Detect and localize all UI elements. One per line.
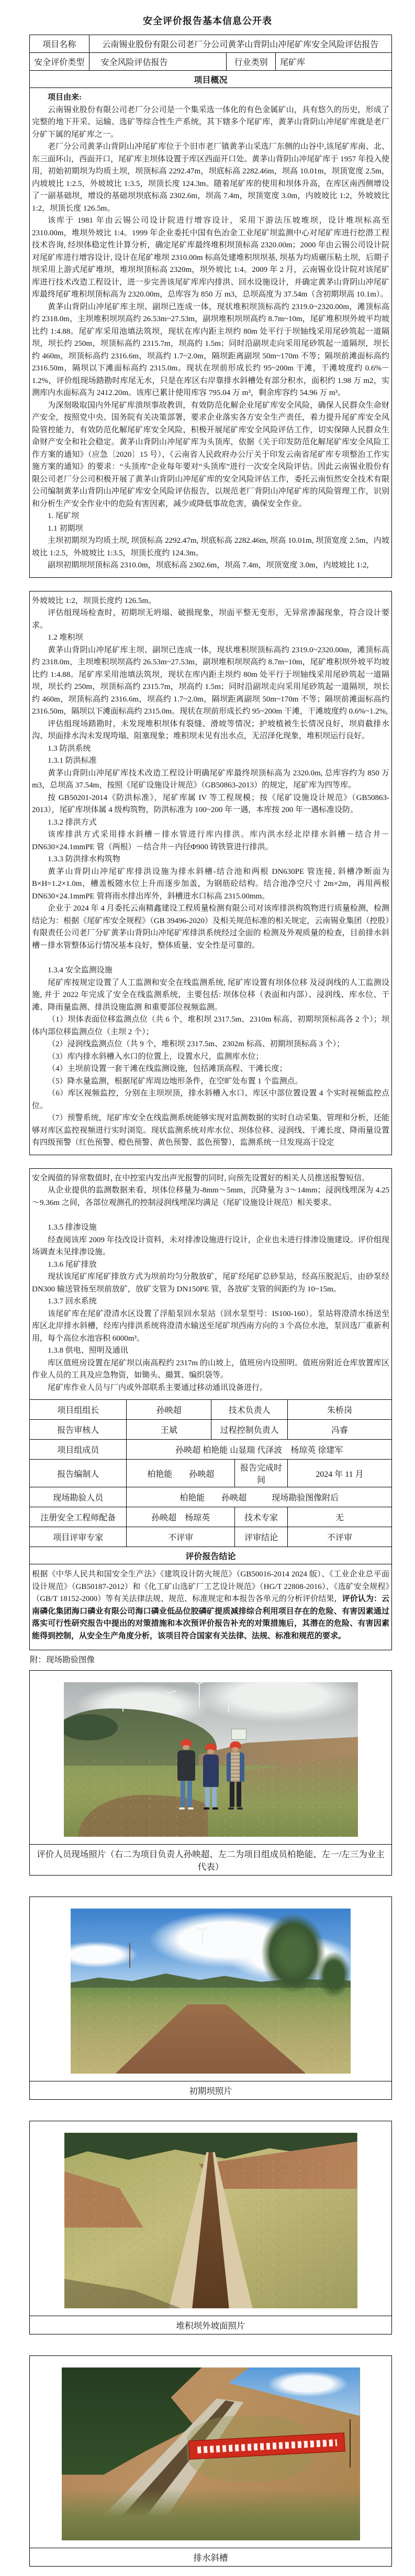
photo-caption-drainage-chute: 排水斜槽	[30, 2548, 391, 2566]
paragraph: （1）坝体表面位移监测点位（共 6 个，堆积坝 2317.5m、2310m 标高、初期坝顶标高各 2 个）；坝体内部位移监测点位（主坝 2 个）；	[32, 1015, 389, 1036]
paragraph: （3）库内排水斜槽入水口的位置上，设置水尺，监测库水位；	[48, 1052, 264, 1061]
paragraph: 黄茅山背阴山冲尾矿库技术改造工程设计明确尾矿库最终坝顶标高为 2320.0m, 总库容约为 850 万 m3，总坝高 37.54m，按照《尾矿设施设计规范》（GB50863-2013）的规定，尾矿库为四等库。	[32, 769, 389, 790]
safety-engineer-value: 孙映超 杨琼英	[126, 1507, 234, 1527]
tech-lead-value: 朱桥岗	[287, 1400, 391, 1419]
paragraph: 从企业提供的监测数据来看，坝体位移量为-8mm～5mm，沉降量为 3～14mm；浸润线埋深为 4.25～9.36m 之间，各部位观测孔的控制浸润线埋深均满足（尾矿设施设计规范）相关要求。	[32, 1186, 389, 1207]
paragraph: 1.3.3 防洪排水构筑物	[48, 855, 120, 863]
paragraph: 1.2 堆积坝	[48, 633, 83, 642]
photo-wrap-1	[30, 1671, 391, 1844]
cloud-shape	[71, 1942, 138, 1968]
people-group	[177, 1739, 244, 1810]
paragraph: 外坡坡比 1:2，坝顶长度约 126.5m。	[32, 596, 156, 605]
wind-turbine-icon	[170, 1693, 171, 1711]
banner-pole-shape	[350, 2419, 351, 2468]
tree-shape	[261, 1913, 326, 1992]
personnel-row-3	[30, 1439, 391, 1459]
paragraph: 老厂分公司黄茅山背阴山冲尾矿库位于个旧市老厂镇黄茅山采选厂东侧的山谷中,该尾矿库南、北、东三面环山，西面开口，尾矿库主坝体设置于库区西面开口处。黄茅山背阴山冲尾矿库于 1957 年投入使用，初始初期坝为均质土坝，坝顶标高 2292.47m，坝底标高 2282.46m，坝高 10.01m，坝顶宽度 2.5m，内坡坡比 1:2.5，外坡坡比 1:3.5，坝顶长度 124.3m。随着尾矿库的使用和坝体升高，在库区南西侧增设了一副基础坝，增设的基础坝坝底标高 2302.6m，坝高 7.4m，坝顶宽度 3.0m，内坡坡比 1:2，外坡坡比 1:2，坝顶长度 126.5m。	[32, 142, 389, 213]
initial-dam-photo-image	[71, 1909, 351, 2074]
photo-frame-initial-dam	[29, 1897, 392, 2100]
industry-label: 行业类别	[226, 53, 275, 70]
face-shape	[232, 1747, 239, 1752]
personnel-row-5	[30, 1487, 391, 1507]
paragraph: 为深刻吸取国内外尾矿库溃坝事故教训，有效防范化解企业尾矿库安全风险，确保人民群众生命财产安全，按照党中央、国务院有关决策部署，要求企业落实各方安全生产责任，着力提升尾矿库安全风险管控能力，有效防范化解尾矿库安全风险，积极开展尾矿库安全风险评估工作，切实保障人民群众生命财产安全和社会稳定。黄茅山背阴山冲尾矿库为头顶库，依据《关于印发防范化解尾矿库安全风险工作方案的通知》（应急〔2020〕15 号）、《云南省人民政府办公厅关于印发云南省尾矿库专项整治工作实施方案的通知》的要求：“头顶库”企业每年要对“头顶库”进行一次安全风险评估。因此云南锡业股份有限公司老厂分公司积极开展了黄茅山背阴山冲尾矿库的安全风险评估工作，委托云南恒然安全技术有限公司编制黄茅山背阴山冲尾矿库安全风险评估报告，以规范老厂背阴山冲尾矿库的风险管理工作，识别和分析生产安全作业中的危险有害因素，减少或降低事故危害，确保安全作业。	[32, 401, 389, 508]
report-date-label: 报告完成时间	[234, 1460, 287, 1487]
team-leader-label: 项目组组长	[57, 1406, 99, 1415]
main-table-page3	[29, 1168, 392, 1651]
team-members-label: 项目组成员	[57, 1446, 99, 1455]
legs-shape	[205, 1787, 217, 1807]
cloud-shape	[193, 1682, 358, 1723]
paragraph: 按 GB50201-2014《防洪标准》，尾矿库属 IV 等工程规模；按《尾矿设施设计规范》（GB50863-2013），尾矿库坝体属 4 级构筑物，防洪标准为 100~200 年一遇，本库按 200 年一遇标准设防。	[32, 793, 389, 814]
outer-slope-photo-image	[64, 2133, 357, 2308]
paragraph: 现状该尾矿库尾矿排放方式为坝前均匀分散放矿，尾矿经尾矿总砂泵站，经高压脱泥后，由砂泵经 DN300 输送管扬至坝前放矿，放矿支管为 DN150PE 管，各放矿支管的间距约为 10~15m。	[32, 1273, 389, 1294]
eval-type-row	[30, 53, 391, 71]
torso-shape	[227, 1752, 244, 1782]
paragraph: 该库排洪方式采用排水斜槽－排水管进行库内排洪。库内洪水经北岸排水斜槽－结合井－DN630×24.1mmPE 管（两根）－结合井－内径Φ900 铸铁管进行排洪。	[32, 830, 389, 851]
paragraph: 尾矿库按规定设置了人工监测和安全在线监测系统, 尾矿库设置有坝体位移 及浸润线的人工监测设施, 并于 2022 年完成了安全在线监测系统，主要包括: 坝体位移（表面和内部）、浸润线、库水位、干滩、降雨量监测、排洪设施监测 和重要部位视频监测。	[32, 978, 389, 1012]
grass-texture	[62, 2489, 360, 2540]
site-survey-label: 现场勘验人员	[53, 1494, 104, 1503]
photo-frame-drainage-chute	[29, 2355, 392, 2567]
paragraph: （5）降水量监测，根据尾矿库周边地形条件，在空旷处布置 1 个监测点。	[48, 1077, 303, 1086]
paragraph: 1.1 初期坝	[48, 524, 83, 533]
paragraph: 黄茅山背阴山冲尾矿库主坝、副坝已连成一体，现状堆积坝顶标高约 2319.0~2320.00m，滩顶标高约 2318.0m，主坝堆积坝坝高约 26.53m~27.53m，副坝堆积坝坝高约 8.7m~10m，尾矿堆积坝外坡平均坡比约 1:4.88。尾矿库采用池填法筑坝，现状在库内距主坝约 80m 处平行于坝轴线采用尾砂筑起一道隔坝，坝长约 250m，坝顶标高约 2315.7m，坝高约 1.5m；同时沿副坝走向采用尾砂筑起一道隔坝，坝长约 460m，坝顶标高约 2316.6m，坝高约 1.7~2.0m，隔坝距离副坝 50m~170m 不等；隔坝前滩面标高约 2316.50m，隔坝以下滩面标高约 2315.0m。现状在坝前形成长约 95~200m 干滩，干滩坡度约 0.6%~1.2%,	[32, 645, 389, 716]
team-members-value: 孙映超 柏艳能 山显瑞 代泽波 杨琼英 徐建军	[126, 1440, 391, 1459]
paragraph: 经查阅该库 2009 年技改设计资料，未对排渗设施进行设计，企业也未进行排渗设施建设。评价组现场调查未见排渗设施。	[32, 1235, 389, 1256]
blank-line	[32, 952, 389, 964]
wind-turbine-icon	[228, 1699, 229, 1713]
tech-expert-label: 技术专家	[234, 1507, 287, 1527]
conclusion-bold: 评价认为：云南磷化集团海口磷业有限公司海口磷业低品位胶磷矿提质减排综合利用项目存在的危险、有害因素通过落实可行性研究报告中提出的对策措施和本次预评价报告补充的对策措施后，其潜在的危险、有害因素能得到控制，从安全生产角度分析，该项目符合国家有关法律、法规、标准和规范的要求。	[32, 1595, 389, 1640]
team-leader-value: 孙映超	[126, 1400, 211, 1419]
overview-text-block-1	[30, 88, 391, 577]
photo-frame-group	[29, 1670, 392, 1876]
paragraph: 1.3.8 供电、照明及通讯	[48, 1346, 128, 1355]
shoes-shape	[228, 1807, 243, 1810]
paragraph: 黄茅山背阴山冲尾矿库排洪设施为排水斜槽-结合池和两根 DN630PE 管连接, 斜槽净断面为 B×H=1.2×1.0m，槽盖板随水位上升而逐步加盖，为钢筋砼结构。结合池净空尺寸 2m×2m，再用两根 DN630×24.1mmPE 管将雨水排出库外，斜槽进水口标高 2315.00mm。	[32, 867, 389, 901]
review-expert-value: 不评审	[126, 1527, 234, 1547]
personnel-row-7	[30, 1527, 391, 1547]
paragraph: 1.3 防洪系统	[48, 744, 91, 753]
safety-engineer-label: 注册安全工程师配备	[40, 1514, 116, 1522]
paragraph: （2）浸润线监测点位（共 9 个，堆积坝 2317.5m、2302m 标高、初期坝顶标高 3 个）；	[48, 1040, 345, 1048]
overview-text-block-3	[30, 1169, 391, 1400]
personnel-row-6	[30, 1507, 391, 1527]
blank-line	[32, 1209, 389, 1222]
paragraph: 安全阀值的异常数值时, 在中控室内发出声光报警的同时, 向预先设置好的相关人员推送报警短信。	[32, 1174, 370, 1182]
paragraph: 库区值班房设置在尾矿坝以南高程约 2317m 的山坡上，值班房内设照明。值班房附近仓库放置库区作业人员的工具及应急物资，如锄头、撮箕、编织袋等。	[32, 1358, 389, 1379]
personnel-row-4	[30, 1459, 391, 1487]
report-author-value: 柏艳能 孙映超	[126, 1460, 234, 1487]
wind-turbine-icon	[199, 1684, 200, 1708]
legs-shape	[230, 1782, 241, 1807]
personnel-row-2	[30, 1419, 391, 1439]
face-shape	[183, 1745, 189, 1750]
wind-turbine-icon	[122, 1702, 124, 1712]
process-control-label: 过程控制负责人	[211, 1420, 287, 1439]
shoes-shape	[204, 1807, 218, 1810]
person-bai-yanneng	[203, 1744, 219, 1810]
paragraph: 黄茅山背阴山冲尾矿库主坝、副坝已连成一体，现状堆积坝顶标高约 2319.0~2320.00m，滩顶标高约 2318.0m，主坝堆积坝坝高约 26.53m~27.53m，副坝堆积坝坝高约 8.7m~10m，尾矿堆积坝外坡平均坡比约 1:4.88。尾矿库采用池填法筑坝，现状在库内距主坝约 80m 处平行于坝轴线采用尾砂筑起一道隔坝，坝长约 250m，坝顶标高约 2315.7m，坝高约 1.5m；同时沿副坝走向采用尾砂筑起一道隔坝，坝长约 460m，坝顶标高约 2316.6m，坝高约 1.7~2.0m，隔坝距离副坝 50m~170m 不等；隔坝前滩面标高约 2316.50m，隔坝以下滩面标高约 2315.0m。现状在坝前形成长约 95~200m 干滩，干滩坡度约 0.6%－1.2%，评价组现场踏勘时库尾无水，只是在库区右岸靠排水斜槽处有部分积水，面积约 1.98 万 m2，实测库内水面标高为 2412.20m。该库已累计使用库容 795.04 万 m³，剩余库容约 54.96 万 m³。	[32, 302, 389, 397]
photo-wrap-2	[30, 1897, 391, 2081]
torso-shape	[203, 1755, 219, 1787]
page-title: 安全评价报告基本信息公开表	[143, 16, 272, 26]
overview-text-block-2	[30, 591, 391, 1155]
face-shape	[207, 1749, 214, 1754]
tech-lead-label: 技术负责人	[211, 1400, 287, 1419]
drainage-chute-photo-image	[62, 2367, 360, 2540]
overview-section-header: 项目概况	[30, 71, 391, 88]
paragraph: 主坝初期坝为均质土坝, 坝顶标高 2292.47m, 坝底标高 2282.46m, 坝高 10.01m, 坝顶宽度 2.5m，内坡坡比 1:2.5，外坡坡比 1:3.5，坝顶长度约 124.3m。	[32, 536, 389, 557]
paragraph: 该尾矿库在尾矿澄清水区设置了浮船泵回水泵站（回水泵型号：IS100-160）。泵站将澄清水扬送至库区北岸排水斜槽，经库内排洪系统将澄清水输送至尾矿坝西南方向的 3 个高位水池，泵回选厂重新利用，每个高位水池容积 6000m³。	[32, 1309, 389, 1343]
paragraph: （4）主坝前设置一套干滩在线监测设施，包括滩顶高程、干滩长度；	[48, 1065, 287, 1073]
photo-wrap-4	[30, 2356, 391, 2548]
report-author-label: 报告编制人	[57, 1470, 99, 1479]
wind-turbine-icon	[202, 1930, 203, 1946]
process-control-value: 冯睿	[287, 1420, 391, 1439]
page-break-gap-2	[0, 1155, 415, 1168]
personnel-row-1	[30, 1399, 391, 1419]
main-table-page1	[29, 35, 392, 578]
field-signboard	[231, 1729, 246, 1740]
photo-caption-initial-dam: 初期坝照片	[30, 2081, 391, 2099]
paragraph: 云南锡业股份有限公司老厂分公司是一个集采选一体化的有色金属矿山，具有悠久的历史，形成了完整的地下开采、运输、选矿等综合性生产系统，其下辖多个尾矿库，黄茅山背阴山冲尾矿库就是老厂分矿下属的尾矿库之一。	[32, 105, 389, 139]
paragraph: （7）预警系统，尾矿库安全在线监测系统能够实现对监测数据的实时自动采集、管理和分析，还能够对库区监控视频进行实时浏览。现状监测系统对库水位、坝体位移、浸润线、干滩长度、降雨量设置有四级预警（红色预警、橙色预警、黄色预警、蓝色预警），监测系统一旦发现高于设定	[32, 1114, 389, 1147]
paragraph: 1.3.7 回水系统	[48, 1297, 97, 1306]
shoes-shape	[179, 1807, 194, 1810]
legs-shape	[181, 1781, 192, 1807]
report-reviewer-label: 报告审核人	[57, 1426, 99, 1435]
conclusion-normal: 根据《中华人民共和国安全生产法》《建筑设计防火规范》（GB50016-2014 2024 版）、《工业企业总平面设计规范》（GB50187-2012）和《化工矿山选矿厂工艺设计规范》（HG/T 22808-2016）、《选矿安全规程》（GB/T 18152-2000）等有关法律法规、规范、标准规定和本报告各单元的分析评价结果，	[32, 1570, 389, 1603]
paragraph: 尾矿库作业人员与厂内或外部联系主要通过移动通讯设备进行。	[48, 1383, 268, 1392]
bottom-margin	[0, 2567, 415, 2576]
paragraph: 评估组现场检查时，初期坝无坍塌、破损现象，坝面平整无变形，无异常渗漏现象，符合设计要求。	[32, 609, 389, 630]
review-expert-label: 项目评审专家	[53, 1533, 104, 1542]
torso-shape	[177, 1750, 195, 1781]
paragraph: 1.3.2 排洪方式	[48, 818, 97, 827]
photo-caption-group: 评价人员现场照片（右二为项目负责人孙映超、左二为项目组成员柏艳能、左一/左三为业主代表）	[30, 1844, 391, 1875]
paragraph: 评估组现场踏勘时，未发现堆积坝体有裂缝、滑坡等情况；护坡植被生长情况良好，坝肩截排水沟、坝面排水沟未发现垮塌、阻塞现象；堆积坝未见有出水点，无沼泽化现象，堆积坝运行良好。	[32, 719, 389, 740]
utility-pole-shape	[129, 1943, 130, 1968]
paragraph: 1.3.6 尾矿排放	[48, 1260, 97, 1269]
site-survey-value: 柏艳能 孙映超 现场勘验图像附后	[126, 1487, 391, 1507]
industry-value: 尾矿库	[275, 53, 391, 70]
group-photo-image	[64, 1682, 358, 1837]
paragraph: 该库于 1981 年由云锡公司设计院进行增容设计，采用下游法压坡堆坝，设计堆坝标高至 2310.00m，堆坝外坡比 1:4。1999 年企业委托中国有色冶金工业尾矿坝监测中心对尾矿库进行挖潜工程技术咨询, 经坝体稳定性计算分析，确定尾矿库最终堆积坝顶标高 2320.00m；2000 年由云锡公司设计院对尾矿库进行增容设计, 设计在尾矿堆坝 2310.00m 标高处建堆积坝坝基, 坝基为均质碾压粘土坝，后期子坝采用上游式尾矿堆坝，堆坝坝顶标高 2320m，坝外坡比 1:4。2009 年 2 月，云南锡业设计院对该尾矿库进行技术改造工程设计，进一步完善该尾矿库库内排洪、回水设施设计，并确定黄茅山背阴山冲尾矿库最终尾矿堆积坝顶标高为 2320.00m，总库容为 850 万 m3，总坝高度为 37.54m（含初期坝高 10.1m）。	[32, 216, 389, 299]
photo-caption-outer-slope: 堆积坝外坡面照片	[30, 2316, 391, 2334]
project-name-label: 项目名称	[42, 40, 76, 49]
project-name-row	[30, 35, 391, 53]
project-name-value: 云南锡业股份有限公司老厂分公司黄茅山背阴山冲尾矿库安全风险评估报告	[89, 35, 391, 52]
report-reviewer-value: 王斌	[126, 1420, 211, 1439]
person-owner-rep-left	[177, 1739, 195, 1810]
cloud-shape	[267, 2371, 348, 2397]
conclusion-header: 评价报告结论	[30, 1547, 391, 1564]
review-result-value: 不评审	[287, 1527, 391, 1547]
paragraph: 1.3.1 防洪标准	[48, 757, 97, 765]
eval-type-value: 安全风险评估报告	[89, 53, 227, 70]
photo-wrap-3	[30, 2121, 391, 2316]
main-table-page2	[29, 591, 392, 1155]
eval-type-label: 安全评价类型	[34, 58, 85, 67]
paragraph: 1. 尾矿坝	[48, 512, 80, 520]
paragraph: 项目由来:	[48, 93, 82, 102]
review-result-label: 评审结论	[234, 1527, 287, 1547]
attachment-label: 附：现场勘验图像	[30, 1656, 95, 1664]
person-sun-yingchao	[227, 1741, 244, 1810]
page-break-gap-1	[0, 578, 415, 591]
conclusion-text	[30, 1564, 391, 1650]
tech-expert-value: 无	[287, 1507, 391, 1527]
paragraph: 1.3.5 排渗设施	[48, 1223, 97, 1232]
paragraph: 企业于 2024 年 4 月委托云南精鑫建设工程质量检测有限公司对该库排洪构筑物进行质量检测，检测结论为：根据《尾矿库安全规程》（GB 39496-2020）及相关规范标准的相关规定，云南锡业集团（控股）有限责任公司老厂分矿黄茅山背阴山冲尾矿库排洪系统经过全面的 检测及外观质量的检查，目前排水斜槽－排水管整体运行情况基本良好，整体质量、安全性是可靠的。	[32, 904, 389, 950]
paragraph: 副坝初期坝坝顶标高 2310.0m，坝底标高 2302.6m，坝高 7.4m，坝顶宽度 3.0m，内坡坡比 1:2,	[48, 561, 369, 569]
report-date-value: 2024 年 11 月	[287, 1460, 391, 1487]
photo-frame-outer-slope	[29, 2121, 392, 2334]
paragraph: 1.3.4 安全监测设施	[48, 966, 113, 974]
paragraph: （6）库区视频监控，分别在主坝坝顶，排水斜槽入水口、库区中部位置设置 4 个实时视频监控点位。	[32, 1089, 389, 1110]
